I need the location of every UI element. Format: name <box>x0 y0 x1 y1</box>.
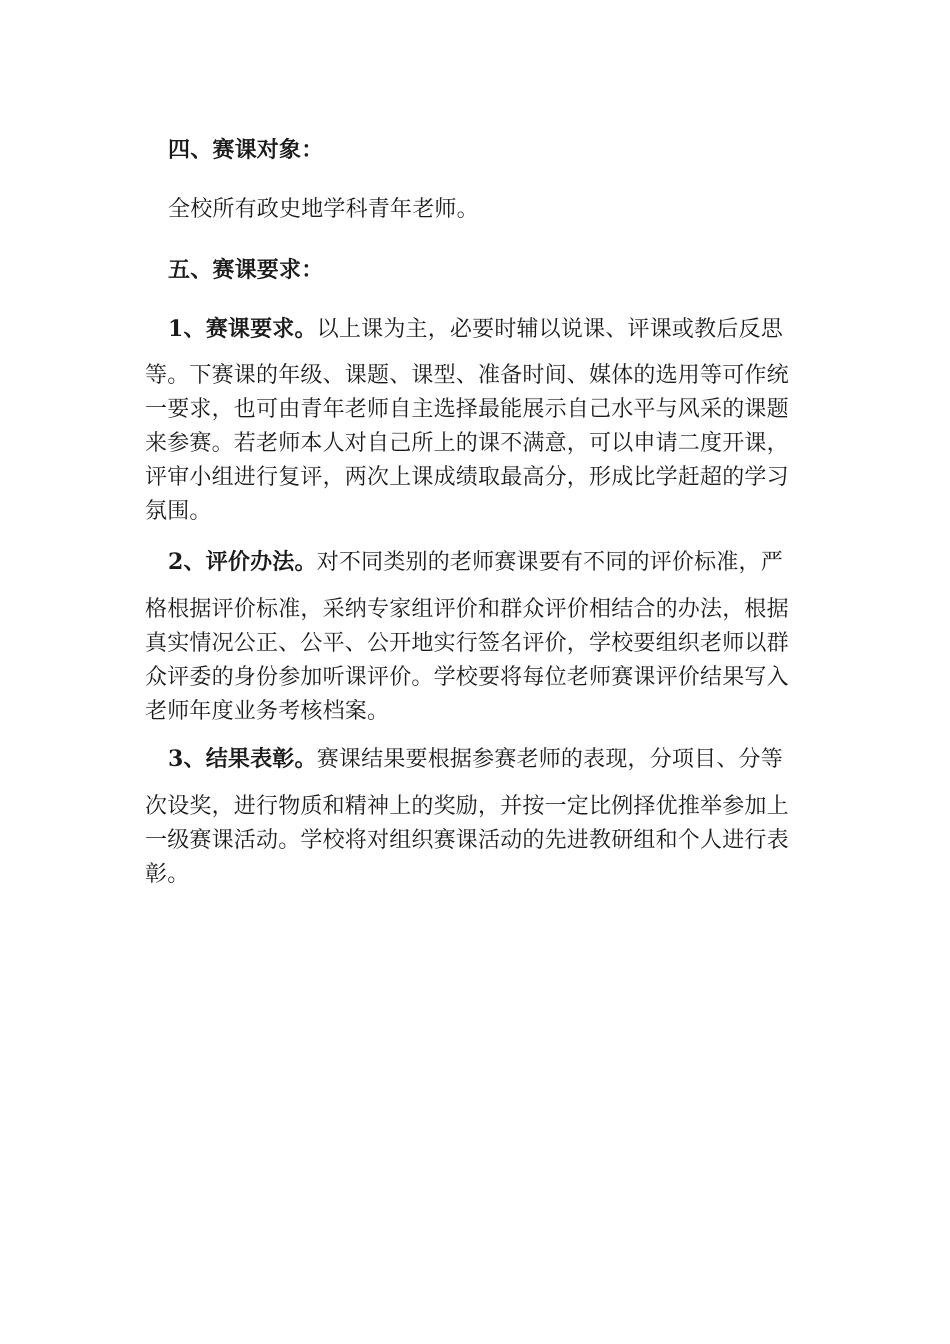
section-4-heading: 四、赛课对象： <box>168 137 324 163</box>
item-1-line-1: 等。下赛课的年级、课题、课型、准备时间、媒体的选用等可作统 <box>145 363 789 388</box>
item-3-line-0: 赛课结果要根据参赛老师的表现，分项目、分等 <box>316 747 783 772</box>
item-3-line-1: 次设奖，进行物质和精神上的奖励，并按一定比例择优推举参加上 <box>145 794 789 819</box>
item-1-line-4: 评审小组进行复评，两次上课成绩取最高分，形成比学赶超的学习 <box>145 465 789 490</box>
item-3-line-3: 彰。 <box>145 862 190 887</box>
section-5-heading: 五、赛课要求： <box>168 257 324 283</box>
item-3-first-line <box>168 742 783 777</box>
item-2-first-line <box>168 545 783 580</box>
item-2-line-0: 对不同类别的老师赛课要有不同的评价标准，严 <box>316 550 783 575</box>
item-2-line-2: 真实情况公正、公平、公开地实行签名评价，学校要组织老师以群 <box>145 631 789 656</box>
item-2-title: 2、评价办法。 <box>168 549 317 575</box>
section-4-body: 全校所有政史地学科青年老师。 <box>168 197 479 222</box>
item-1-title: 1、赛课要求。 <box>168 316 317 342</box>
item-3-line-2: 一级赛课活动。学校将对组织赛课活动的先进教研组和个人进行表 <box>145 828 789 853</box>
item-1-line-3: 来参赛。若老师本人对自己所上的课不满意，可以申请二度开课， <box>145 431 789 456</box>
item-1-line-0: 以上课为主，必要时辅以说课、评课或教后反思 <box>316 317 783 342</box>
item-2-line-1: 格根据评价标准，采纳专家组评价和群众评价相结合的办法，根据 <box>145 597 789 622</box>
item-1-line-5: 氛围。 <box>145 499 212 524</box>
item-2-line-4: 老师年度业务考核档案。 <box>145 699 390 724</box>
item-1-line-2: 一要求，也可由青年老师自主选择最能展示自己水平与风采的课题 <box>145 397 789 422</box>
item-3-title: 3、结果表彰。 <box>168 746 317 772</box>
item-1-first-line <box>168 312 783 347</box>
item-2-line-3: 众评委的身份参加听课评价。学校要将每位老师赛课评价结果写入 <box>145 665 789 690</box>
